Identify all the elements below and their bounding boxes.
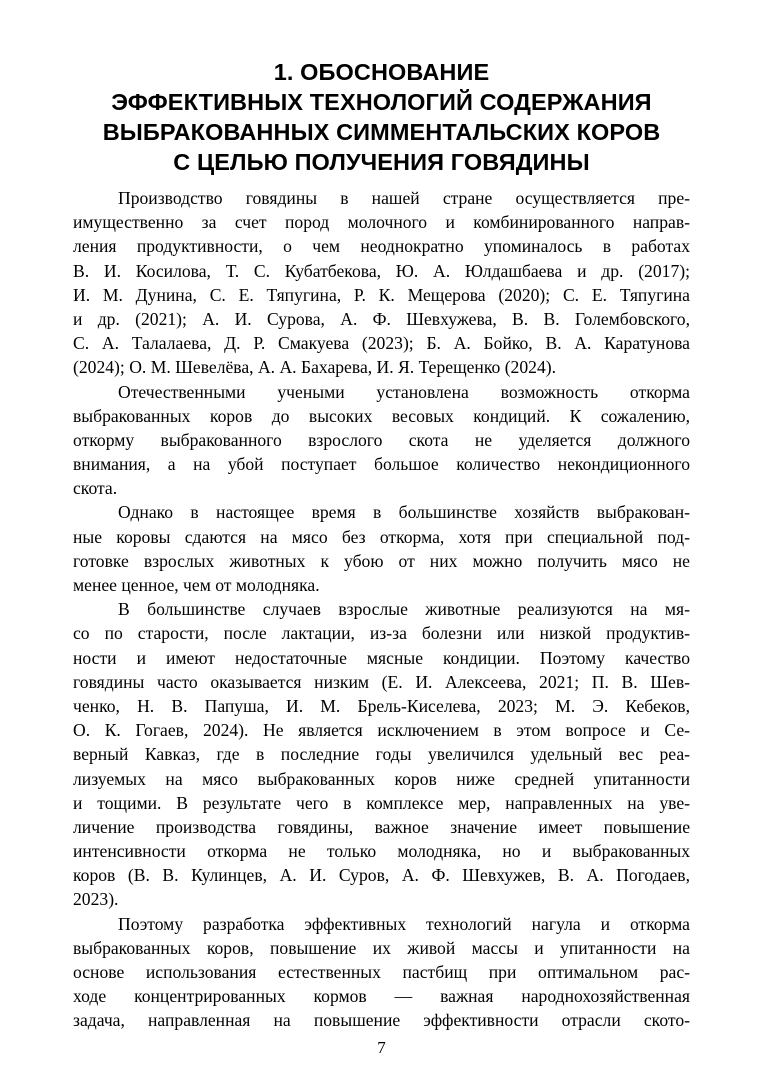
text-line: (2024); О. М. Шевелёва, А. А. Бахарева, И. Я. Терещенко (2024). [73, 357, 557, 378]
heading-line: ВЫБРАКОВАННЫХ СИММЕНТАЛЬСКИХ КОРОВ [102, 119, 661, 145]
text-line: Однако в настоящее время в большинстве хозяйств выбракован- [118, 502, 690, 523]
text-line: говядины часто оказывается низким (Е. И. Алексеева, 2021; П. В. Шев- [73, 671, 690, 692]
text-line: выбракованных коров до высоких весовых кондиций. К сожалению, [73, 405, 690, 426]
text-line: лизуемых на мясо выбракованных коров ниже средней упитанности [73, 768, 690, 789]
chapter-heading [60, 57, 703, 177]
text-line: Поэтому разработка эффективных технологий нагула и откорма [118, 913, 690, 934]
text-line: имущественно за счет пород молочного и комбинированного направ- [73, 212, 690, 233]
heading-line: ЭФФЕКТИВНЫХ ТЕХНОЛОГИЙ СОДЕРЖАНИЯ [111, 89, 652, 115]
text-line: О. К. Гогаев, 2024). Не является исключением в этом вопросе и Се- [73, 720, 690, 741]
text-line: Отечественными учеными установлена возможность откорма [118, 381, 690, 402]
heading-line: 1. ОБОСНОВАНИЕ [273, 59, 490, 85]
text-line: ходе концентрированных кормов — важная народнохозяйственная [73, 986, 690, 1007]
text-line: откорму выбракованного взрослого скота не уделяется должного [73, 429, 690, 450]
text-line: С. А. Талалаева, Д. Р. Смакуева (2023); Б. А. Бойко, В. А. Каратунова [73, 333, 690, 354]
text-line: 2023). [73, 889, 119, 910]
text-line: ности и имеют недостаточные мясные кондиции. Поэтому качество [73, 647, 690, 668]
paragraph-2 [73, 380, 690, 501]
text-line: И. М. Дунина, С. Е. Тяпугина, Р. К. Мещерова (2020); С. Е. Тяпугина [73, 284, 690, 305]
paragraph-4 [73, 597, 690, 911]
text-line: основе использования естественных пастбищ при оптимальном рас- [73, 962, 690, 982]
text-line: менее ценное, чем от молодняка. [73, 575, 320, 595]
text-line: ные коровы сдаются на мясо без откорма, хотя при специальной под- [73, 526, 690, 547]
text-line: коров (В. В. Кулинцев, А. И. Суров, А. Ф. Шевхужев, В. А. Погодаев, [73, 865, 690, 886]
text-line: и тощими. В результате чего в комплексе мер, направленных на уве- [73, 792, 690, 813]
paragraph-3 [73, 500, 690, 597]
text-line: В большинстве случаев взрослые животные реализуются на мя- [118, 599, 690, 620]
text-line: задача, направленная на повышение эффективности отрасли ското- [73, 1010, 690, 1031]
paragraph-5 [73, 912, 690, 1033]
text-line: со по старости, после лактации, из-за болезни или низкой продуктив- [73, 623, 690, 644]
text-line: и др. (2021); А. И. Сурова, А. Ф. Шевхужева, В. В. Голембовского, [73, 308, 690, 329]
text-line: скота. [73, 478, 118, 499]
text-line: ления продуктивности, о чем неоднократно упоминалось в работах [73, 236, 690, 257]
paragraph-1 [73, 186, 690, 380]
text-line: В. И. Косилова, Т. С. Кубатбекова, Ю. А. Юлдашбаева и др. (2017); [73, 260, 690, 281]
text-line: выбракованных коров, повышение их живой массы и упитанности на [73, 937, 690, 958]
body-text [73, 186, 690, 1033]
page-number: 7 [377, 1038, 386, 1057]
text-line: готовке взрослых животных к убою от них можно получить мясо не [73, 550, 690, 571]
text-line: верный Кавказ, где в последние годы увеличился удельный вес реа- [73, 744, 690, 765]
text-line: ченко, Н. В. Папуша, И. М. Брель-Киселева, 2023; М. Э. Кебеков, [73, 695, 690, 716]
text-line: интенсивности откорма не только молодняка, но и выбракованных [73, 841, 690, 862]
text-line: Производство говядины в нашей стране осуществляется пре- [118, 188, 690, 208]
text-line: внимания, а на убой поступает большое количество некондиционного [73, 454, 690, 475]
heading-line: С ЦЕЛЬЮ ПОЛУЧЕНИЯ ГОВЯДИНЫ [173, 149, 590, 175]
text-line: личение производства говядины, важное значение имеет повышение [73, 816, 690, 837]
